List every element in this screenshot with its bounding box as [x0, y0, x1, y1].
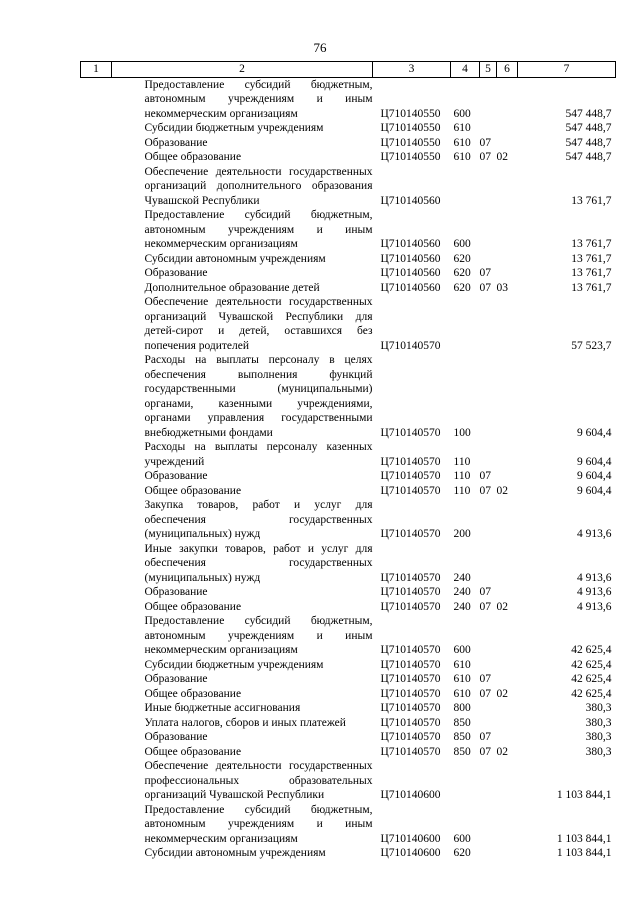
subsection-code [497, 469, 518, 484]
subsection-code [497, 803, 518, 847]
subsection-code [497, 542, 518, 586]
section-code [480, 121, 497, 136]
expense-name: Предоставление субсидий бюджетным, автономным учреждениям и иным некоммерческим организациям [144, 803, 373, 845]
row-number-cell [81, 542, 112, 586]
section-code [480, 542, 497, 586]
target-article-code: Ц710140600 [380, 832, 441, 845]
table-row [81, 150, 616, 165]
expense-name: Субсидии автономным учреждениям [144, 847, 326, 859]
expense-name: Расходы на выплаты персоналу в целях обеспечения выполнения функций государственными (муниципальными) органами, казенными учреждениями, органами управления государственными внебюджетными фондами [144, 354, 373, 439]
column-header: 2 [112, 62, 373, 78]
table-row [81, 658, 616, 673]
table-row [81, 77, 616, 121]
section-code: 07 [479, 136, 491, 149]
table-row [81, 730, 616, 745]
target-article-code: Ц710140560 [380, 238, 441, 250]
expense-name: Обеспечение деятельности государственных организаций дополнительного образования Чувашской Республики [144, 165, 373, 207]
section-code [480, 165, 497, 209]
section-code [480, 846, 497, 861]
table-row [81, 484, 616, 499]
subsection-code: 02 [496, 484, 508, 497]
table-row [81, 687, 616, 702]
expense-name: Общее образование [144, 151, 242, 163]
subsection-code: 02 [496, 600, 508, 613]
expense-name: Общее образование [144, 745, 242, 758]
target-article-code: Ц710140560 [380, 252, 441, 265]
table-body [81, 77, 616, 861]
amount: 42 625,4 [571, 658, 612, 671]
expense-type-code: 610 [453, 658, 471, 671]
amount: 547 448,7 [565, 122, 612, 134]
row-number-cell [81, 759, 112, 803]
row-number-cell [81, 150, 112, 165]
target-article-code: Ц710140560 [380, 281, 441, 294]
expense-name: Общее образование [144, 484, 242, 497]
target-article-code: Ц710140570 [380, 702, 441, 714]
subsection-code [497, 208, 518, 252]
amount: 4 913,6 [577, 600, 612, 613]
table-row [81, 440, 616, 469]
table-row [81, 542, 616, 586]
amount: 13 761,7 [571, 267, 612, 279]
expense-name: Иные закупки товаров, работ и услуг для обеспечения государственных (муниципальных) нужд [144, 542, 373, 584]
column-header: 7 [518, 62, 616, 78]
subsection-code [497, 658, 518, 673]
expense-name: Субсидии бюджетным учреждениям [144, 122, 324, 134]
target-article-code: Ц710140570 [380, 455, 441, 468]
amount: 547 448,7 [565, 151, 612, 163]
target-article-code: Ц710140570 [380, 731, 441, 743]
subsection-code [497, 295, 518, 353]
target-article-code: Ц710140570 [380, 426, 441, 439]
section-code [480, 295, 497, 353]
amount: 380,3 [585, 716, 612, 729]
expense-type-code: 600 [453, 832, 471, 845]
subsection-code: 03 [496, 281, 508, 294]
table-row [81, 745, 616, 760]
row-number-cell [81, 208, 112, 252]
section-code: 07 [479, 687, 491, 700]
expense-type-code: 620 [453, 267, 471, 279]
target-article-code: Ц710140570 [380, 484, 441, 497]
expense-type-code: 610 [453, 122, 471, 134]
row-number-cell [81, 658, 112, 673]
expense-name: Обеспечение деятельности государственных организаций Чувашской Республики для детей-сирот и детей, оставшихся без попечения родителей [144, 296, 373, 352]
target-article-code: Ц710140570 [380, 644, 441, 656]
expense-name: Закупка товаров, работ и услуг для обеспечения государственных (муниципальных) нужд [144, 499, 373, 540]
row-number-cell [81, 121, 112, 136]
amount: 13 761,7 [571, 194, 612, 207]
table-row [81, 469, 616, 484]
target-article-code: Ц710140570 [380, 745, 441, 758]
section-code [480, 498, 497, 542]
expense-name: Образование [144, 586, 208, 598]
row-number-cell [81, 136, 112, 151]
amount: 42 625,4 [571, 687, 612, 700]
section-code [480, 759, 497, 803]
target-article-code: Ц710140600 [380, 789, 441, 801]
expense-name: Общее образование [144, 687, 242, 700]
section-code: 07 [479, 745, 491, 758]
expense-type-code: 100 [453, 426, 471, 439]
target-article-code: Ц710140570 [380, 716, 441, 729]
target-article-code: Ц710140600 [380, 847, 441, 859]
column-header: 5 [480, 62, 497, 78]
target-article-code: Ц710140570 [380, 658, 441, 671]
expense-type-code: 110 [453, 470, 471, 482]
table-row [81, 498, 616, 542]
expense-type-code [451, 295, 480, 353]
column-header: 1 [81, 62, 112, 78]
subsection-code [497, 165, 518, 209]
expense-type-code: 240 [453, 571, 471, 584]
row-number-cell [81, 440, 112, 469]
target-article-code: Ц710140570 [380, 600, 441, 613]
expense-name: Субсидии бюджетным учреждениям [144, 658, 324, 671]
subsection-code [497, 121, 518, 136]
subsection-code [497, 672, 518, 687]
section-code: 07 [479, 600, 491, 613]
column-header: 6 [497, 62, 518, 78]
subsection-code [497, 440, 518, 469]
section-code: 07 [479, 281, 491, 294]
table-row [81, 672, 616, 687]
expense-name: Образование [144, 267, 208, 279]
row-number-cell [81, 716, 112, 731]
section-code: 07 [479, 151, 491, 163]
expense-name: Расходы на выплаты персоналу казенных учреждений [144, 441, 373, 468]
expense-type-code: 620 [453, 281, 471, 294]
section-code [480, 716, 497, 731]
expense-type-code: 610 [453, 673, 471, 685]
expense-name: Иные бюджетные ассигнования [144, 702, 301, 714]
expense-name: Субсидии автономным учреждениям [144, 252, 326, 265]
amount: 4 913,6 [577, 586, 612, 598]
table-row [81, 121, 616, 136]
expense-type-code: 600 [453, 644, 471, 656]
table-row [81, 136, 616, 151]
expense-name: Образование [144, 470, 208, 482]
column-header: 3 [373, 62, 451, 78]
row-number-cell [81, 266, 112, 281]
row-number-cell [81, 803, 112, 847]
subsection-code [497, 730, 518, 745]
expense-name: Предоставление субсидий бюджетным, автономным учреждениям и иным некоммерческим организациям [144, 78, 373, 120]
amount: 4 913,6 [577, 571, 612, 584]
row-number-cell [81, 585, 112, 600]
table-row [81, 165, 616, 209]
table-row [81, 846, 616, 861]
subsection-code [497, 759, 518, 803]
section-code [480, 252, 497, 267]
amount: 380,3 [585, 745, 612, 758]
budget-table [80, 61, 616, 861]
target-article-code: Ц710140550 [380, 107, 441, 120]
expense-type-code: 240 [453, 586, 471, 598]
table-row [81, 600, 616, 615]
table-row [81, 353, 616, 440]
column-header: 4 [451, 62, 480, 78]
expense-name: Образование [144, 731, 208, 743]
amount: 547 448,7 [565, 136, 612, 149]
table-row [81, 266, 616, 281]
table-row [81, 701, 616, 716]
subsection-code [497, 846, 518, 861]
target-article-code: Ц710140550 [380, 136, 441, 149]
row-number-cell [81, 846, 112, 861]
section-code: 07 [479, 731, 491, 743]
amount: 1 103 844,1 [556, 789, 612, 801]
row-number-cell [81, 295, 112, 353]
row-number-cell [81, 165, 112, 209]
table-row [81, 281, 616, 296]
target-article-code: Ц710140560 [380, 267, 441, 279]
row-number-cell [81, 745, 112, 760]
row-number-cell [81, 701, 112, 716]
subsection-code: 02 [496, 687, 508, 700]
target-article-code: Ц710140570 [380, 687, 441, 700]
amount: 9 604,4 [577, 426, 612, 439]
row-number-cell [81, 484, 112, 499]
amount: 13 761,7 [571, 281, 612, 294]
expense-type-code: 110 [453, 484, 471, 497]
table-row [81, 208, 616, 252]
amount: 13 761,7 [571, 238, 612, 250]
amount: 9 604,4 [577, 484, 612, 497]
amount: 9 604,4 [577, 455, 612, 468]
row-number-cell [81, 730, 112, 745]
expense-name: Уплата налогов, сборов и иных платежей [144, 716, 346, 729]
table-row [81, 295, 616, 353]
row-number-cell [81, 281, 112, 296]
expense-name: Образование [144, 136, 208, 149]
expense-type-code: 200 [453, 528, 471, 540]
expense-type-code: 240 [453, 600, 471, 613]
section-code: 07 [479, 267, 491, 279]
target-article-code: Ц710140570 [380, 339, 441, 352]
row-number-cell [81, 469, 112, 484]
subsection-code: 02 [496, 151, 508, 163]
target-article-code: Ц710140570 [380, 586, 441, 598]
table-header [81, 62, 616, 78]
section-code [480, 440, 497, 469]
row-number-cell [81, 77, 112, 121]
expense-type-code: 850 [453, 745, 471, 758]
amount: 380,3 [585, 731, 612, 743]
subsection-code [497, 136, 518, 151]
target-article-code: Ц710140570 [380, 571, 441, 584]
subsection-code: 02 [496, 745, 508, 758]
section-code: 07 [479, 484, 491, 497]
subsection-code [497, 498, 518, 542]
amount: 42 625,4 [571, 644, 612, 656]
expense-name: Обеспечение деятельности государственных профессиональных образовательных организаций Чувашской Республики [144, 760, 373, 801]
expense-type-code: 800 [453, 702, 471, 714]
target-article-code: Ц710140570 [380, 528, 441, 540]
expense-type-code: 850 [453, 716, 471, 729]
row-number-cell [81, 614, 112, 658]
expense-name: Предоставление субсидий бюджетным, автономным учреждениям и иным некоммерческим организациям [144, 209, 373, 250]
amount: 380,3 [585, 702, 612, 714]
amount: 1 103 844,1 [556, 847, 612, 859]
section-code [480, 803, 497, 847]
table-row [81, 803, 616, 847]
expense-type-code: 610 [453, 687, 471, 700]
table-row [81, 614, 616, 658]
section-code: 07 [479, 586, 491, 598]
subsection-code [497, 353, 518, 440]
section-code [480, 701, 497, 716]
expense-type-code: 110 [453, 455, 471, 468]
expense-type-code: 610 [453, 136, 471, 149]
subsection-code [497, 585, 518, 600]
page-number: 76 [313, 40, 327, 55]
subsection-code [497, 701, 518, 716]
amount: 4 913,6 [577, 528, 612, 540]
row-number-cell [81, 353, 112, 440]
subsection-code [497, 716, 518, 731]
expense-type-code: 600 [453, 238, 471, 250]
section-code [480, 353, 497, 440]
row-number-cell [81, 687, 112, 702]
expense-name: Дополнительное образование детей [144, 281, 320, 294]
target-article-code: Ц710140570 [380, 470, 441, 482]
subsection-code [497, 252, 518, 267]
row-number-cell [81, 252, 112, 267]
subsection-code [497, 77, 518, 121]
section-code: 07 [479, 470, 491, 482]
target-article-code: Ц710140550 [380, 122, 441, 134]
target-article-code: Ц710140550 [380, 151, 441, 163]
expense-type-code: 620 [453, 847, 471, 859]
expense-type-code: 600 [453, 107, 471, 120]
target-article-code: Ц710140560 [380, 194, 441, 207]
table-row [81, 252, 616, 267]
subsection-code [497, 266, 518, 281]
table-row [81, 585, 616, 600]
amount: 1 103 844,1 [556, 832, 612, 845]
section-code: 07 [479, 673, 491, 685]
section-code [480, 658, 497, 673]
table-row [81, 759, 616, 803]
section-code [480, 77, 497, 121]
table-row [81, 716, 616, 731]
subsection-code [497, 614, 518, 658]
expense-name: Общее образование [144, 600, 242, 613]
section-code [480, 614, 497, 658]
expense-type-code: 610 [453, 151, 471, 163]
row-number-cell [81, 498, 112, 542]
expense-type-code [451, 759, 480, 803]
amount: 42 625,4 [571, 673, 612, 685]
target-article-code: Ц710140570 [380, 673, 441, 685]
amount: 9 604,4 [577, 470, 612, 482]
amount: 57 523,7 [571, 339, 612, 352]
section-code [480, 208, 497, 252]
expense-name: Предоставление субсидий бюджетным, автономным учреждениям и иным некоммерческим организациям [144, 615, 373, 656]
expense-type-code: 620 [453, 252, 471, 265]
amount: 547 448,7 [565, 107, 612, 120]
expense-type-code [451, 165, 480, 209]
row-number-cell [81, 600, 112, 615]
row-number-cell [81, 672, 112, 687]
amount: 13 761,7 [571, 252, 612, 265]
expense-name: Образование [144, 673, 208, 685]
expense-type-code: 850 [453, 731, 471, 743]
